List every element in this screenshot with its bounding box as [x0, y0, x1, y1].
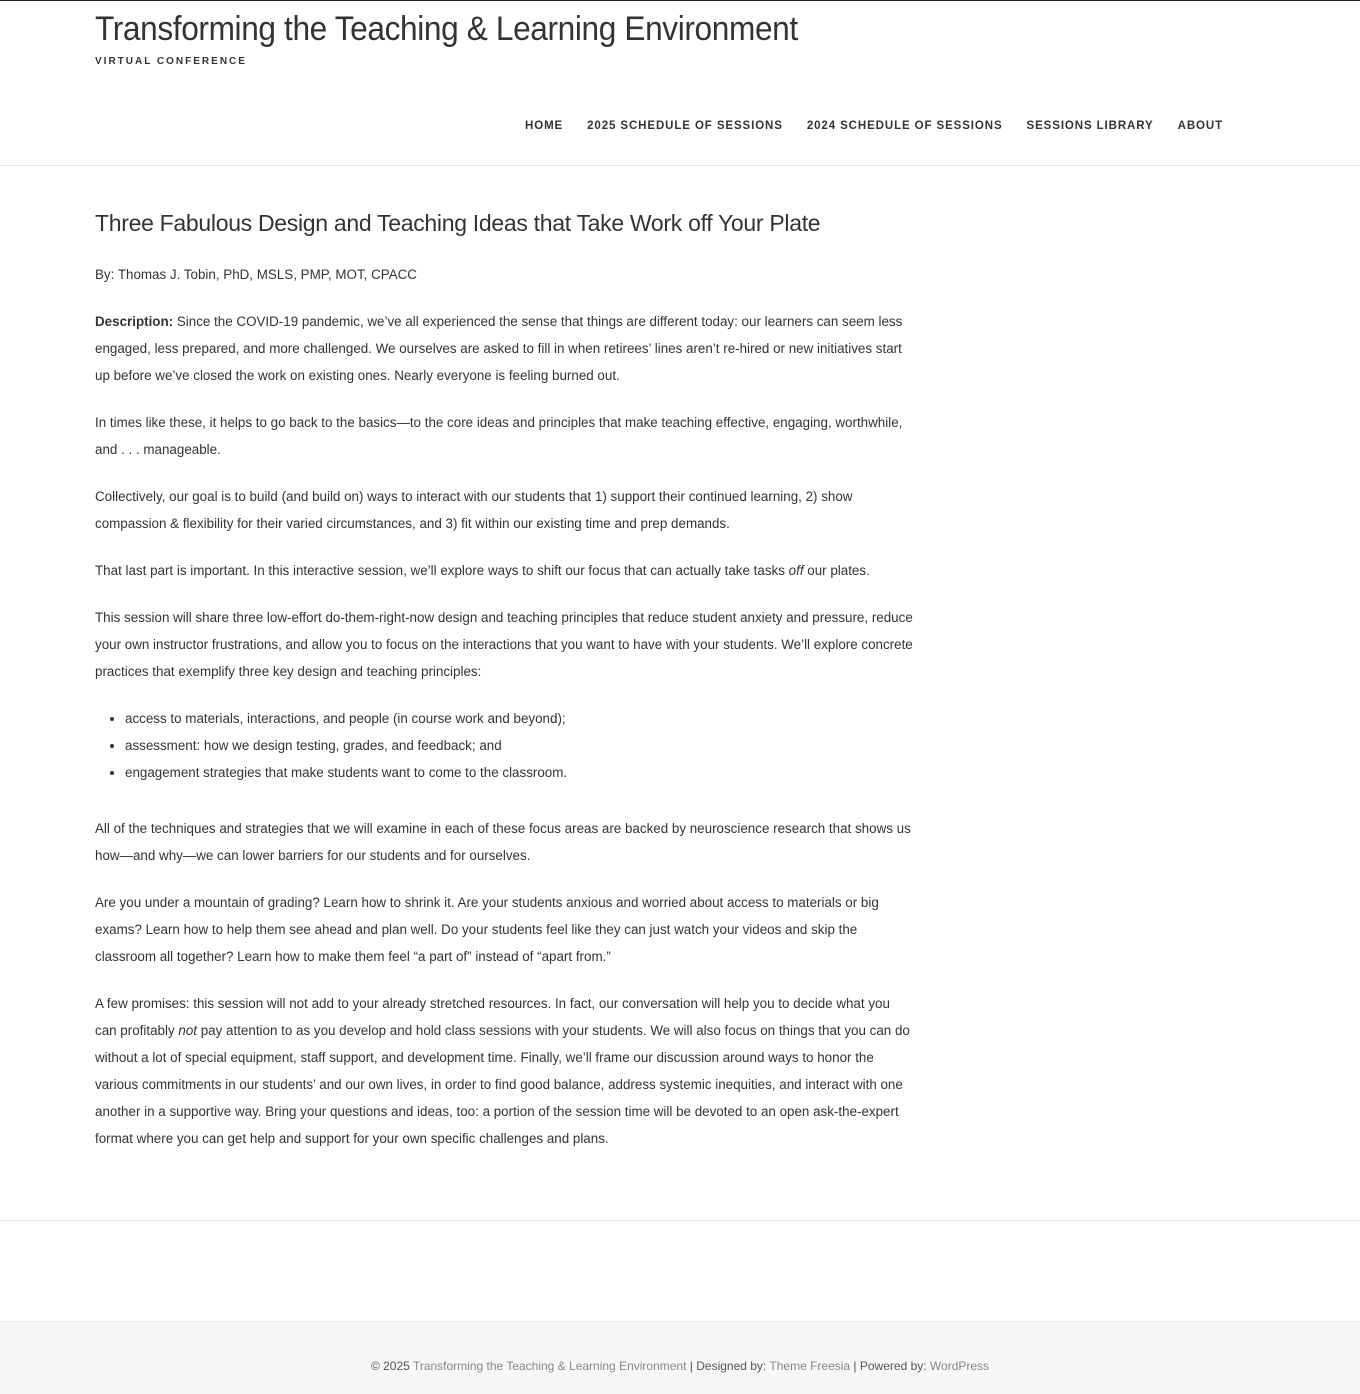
principles-list: [95, 705, 915, 786]
header-divider: [0, 165, 1360, 166]
nav-link-2024-schedule[interactable]: 2024 SCHEDULE OF SESSIONS: [806, 120, 1003, 132]
footer-designed-by: | Designed by:: [686, 1359, 770, 1373]
footer-wordpress-link[interactable]: WordPress: [929, 1359, 990, 1373]
top-border: [0, 0, 1360, 1]
content-divider: [0, 1220, 1360, 1221]
nav-link-about[interactable]: ABOUT: [1177, 120, 1223, 132]
footer-site-link[interactable]: Transforming the Teaching & Learning Environment: [412, 1359, 687, 1373]
paragraph-promises: [95, 990, 915, 1152]
emphasis-off: off: [788, 563, 804, 578]
paragraph-last-part-text: That last part is important. In this interactive session, we’ll explore ways to shift our focus that can actually take tasks: [95, 563, 789, 578]
footer-credits: [0, 1359, 1360, 1373]
paragraph-goal: Collectively, our goal is to build (and build on) ways to interact with our students that 1) support their continued learning, 2) show compassion & flexibility for their varied circumstances, and 3) fit within our existing time and prep demands.: [95, 489, 853, 531]
site-tagline: VIRTUAL CONFERENCE: [95, 56, 247, 67]
paragraph-last-part-end: our plates.: [803, 563, 870, 578]
nav-item-home: [525, 116, 563, 134]
paragraph-questions: Are you under a mountain of grading? Learn how to shrink it. Are your students anxious and worried about access to materials or big exams? Learn how to help them see ahead and plan well. Do your students feel like they can just watch your videos and skip the classroom all together? Learn how to make them feel “a part of” instead of “apart from.”: [95, 895, 879, 964]
nav-link-sessions-library[interactable]: SESSIONS LIBRARY: [1026, 120, 1154, 132]
description-label: Description:: [95, 314, 174, 329]
emphasis-not: not: [178, 1023, 197, 1038]
nav-item-about: [1178, 116, 1223, 134]
nav-link-2025-schedule[interactable]: 2025 SCHEDULE OF SESSIONS: [587, 120, 783, 132]
footer-copyright: © 2025: [370, 1359, 413, 1373]
site-footer: [0, 1321, 1360, 1394]
list-item: • assessment: how we design testing, grades, and feedback; and: [125, 732, 915, 759]
paragraph-promises-end: pay attention to as you develop and hold class sessions with your students. We will also focus on things that you can do without a lot of special equipment, staff support, and development time. Finally, we’ll frame our discussion around ways to honor the various commitments in our students’ and our own lives, in order to find good balance, address systemic inequities, and interact with one another in a supportive way. Bring your questions and ideas, too: a portion of the session time will be devoted to an open ask-the-expert format where you can get help and support for your own specific challenges and plans.: [95, 1023, 910, 1146]
paragraph-last-part: [95, 557, 915, 584]
paragraph-techniques: All of the techniques and strategies that we will examine in each of these focus areas are backed by neuroscience research that shows us how—and why—we can lower barriers for our students and for ourselves.: [95, 821, 911, 863]
site-title[interactable]: Transforming the Teaching & Learning Environment: [95, 10, 798, 48]
list-item: • engagement strategies that make students want to come to the classroom.: [125, 759, 915, 786]
post-byline: By: Thomas J. Tobin, PhD, MSLS, PMP, MOT, CPACC: [95, 267, 417, 282]
footer-powered-by: | Powered by:: [850, 1359, 930, 1373]
nav-item-sessions-library: [1027, 116, 1154, 134]
footer-theme-link[interactable]: Theme Freesia: [769, 1359, 851, 1373]
description-paragraph: [95, 308, 915, 389]
nav-item-2024-schedule: [807, 116, 1003, 134]
post-title: Three Fabulous Design and Teaching Ideas that Take Work off Your Plate: [95, 210, 821, 236]
paragraph-session-share: This session will share three low-effort do-them-right-now design and teaching principles that reduce student anxiety and pressure, reduce your own instructor frustrations, and allow you to focus on the interactions that you want to have with your students. We’ll explore concrete practices that exemplify three key design and teaching principles:: [95, 610, 913, 679]
paragraph-basics: In times like these, it helps to go back to the basics—to the core ideas and principles that make teaching effective, engaging, worthwhile, and . . . manageable.: [95, 415, 903, 457]
nav-item-2025-schedule: [587, 116, 783, 134]
list-item: • access to materials, interactions, and people (in course work and beyond);: [125, 705, 915, 732]
nav-link-home[interactable]: HOME: [525, 120, 564, 132]
post-content: [95, 210, 915, 1172]
main-nav: [501, 116, 1223, 134]
description-text: Since the COVID-19 pandemic, we’ve all experienced the sense that things are different today: our learners can seem less engaged, less prepared, and more challenged. We ourselves are asked to fill in when retirees’ lines aren’t re-hired or new initiatives start up before we’ve closed the work on existing ones. Nearly everyone is feeling burned out.: [95, 314, 903, 383]
paragraph-promises-text: A few promises: this session will not add to your already stretched resources. In fact, our conversation will help you to decide what you can profitably: [95, 996, 890, 1038]
